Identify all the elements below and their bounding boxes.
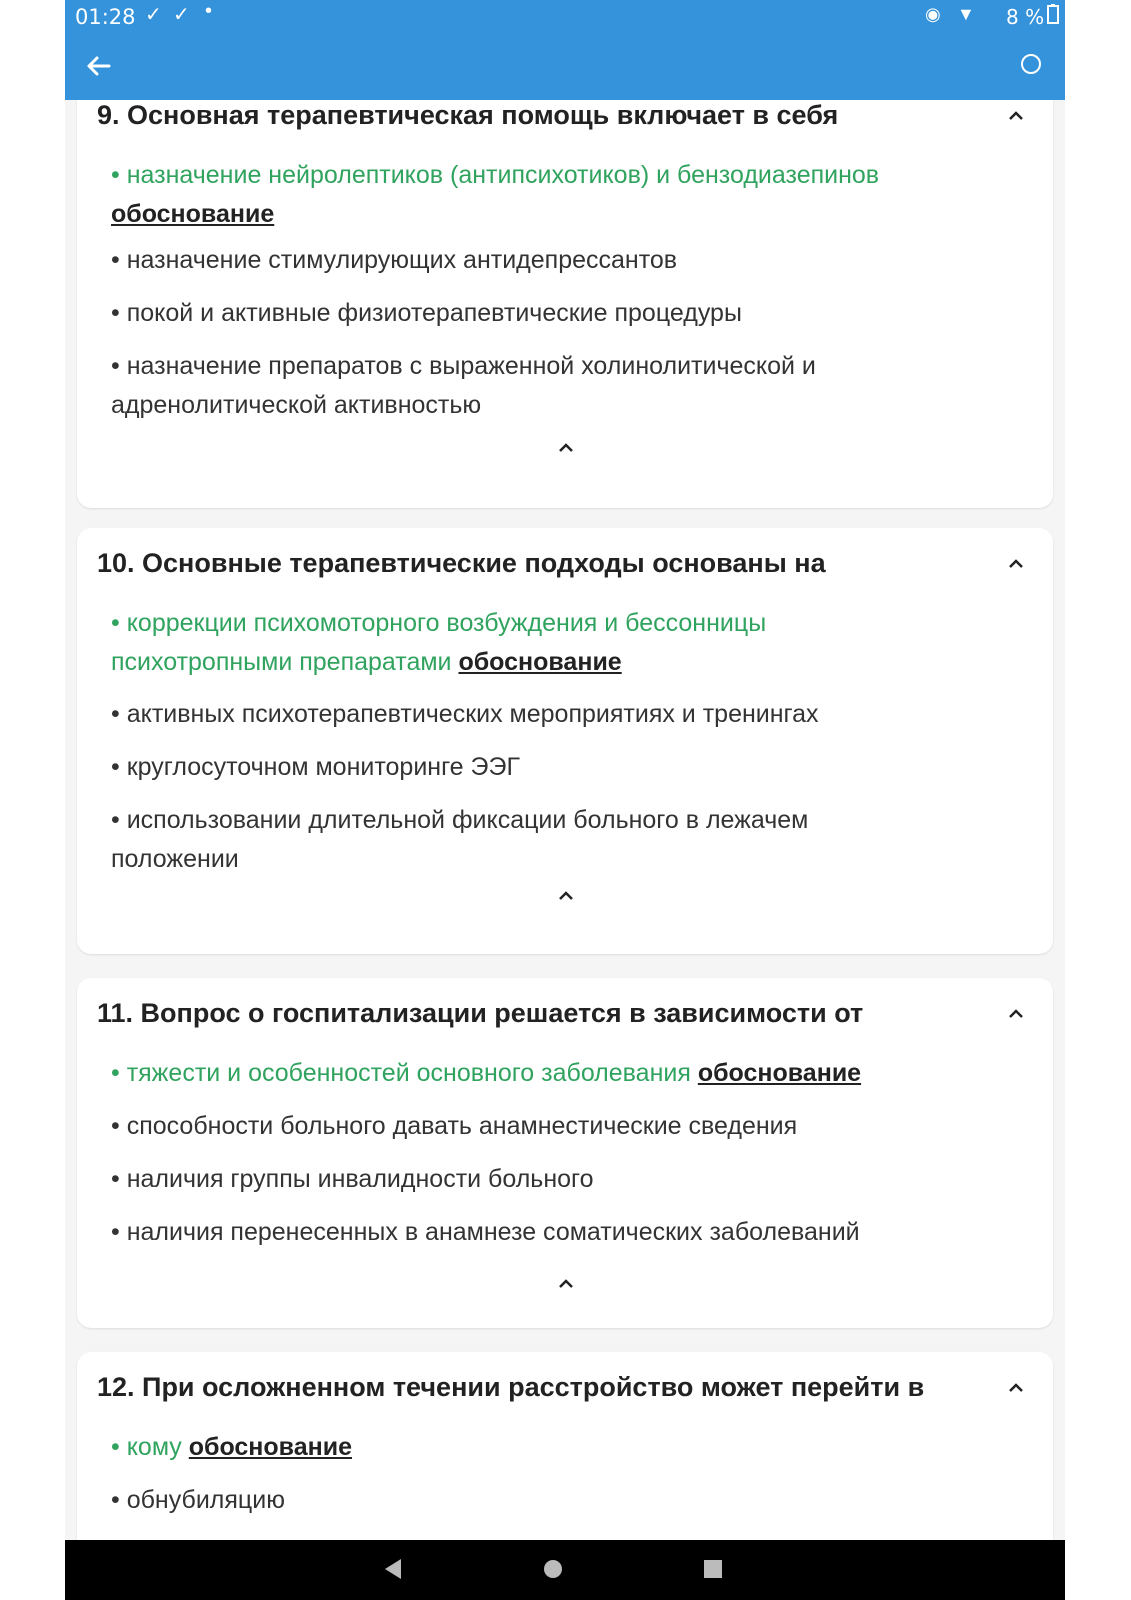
question-title: 12. При осложненном течении расстройство может перейти в <box>97 1372 925 1402</box>
back-button[interactable] <box>79 46 119 86</box>
answer-option[interactable]: • активных психотерапевтических мероприятиях и тренингах <box>111 700 819 728</box>
question-title: 11. Вопрос о госпитализации решается в зависимости от <box>97 998 864 1028</box>
collapse-chevron-icon[interactable] <box>557 1278 575 1290</box>
answer-option[interactable]: • наличия группы инвалидности больного <box>111 1165 594 1193</box>
answer-option[interactable]: • назначение препаратов с выраженной холинолитической и адренолитической активностью <box>111 352 816 419</box>
answer-option-correct[interactable]: • тяжести и особенностей основного заболевания обоснование <box>111 1059 862 1087</box>
collapse-chevron-icon[interactable] <box>1007 1382 1025 1394</box>
device-screen <box>65 0 1065 1600</box>
justification-link[interactable]: обоснование <box>188 1433 352 1461</box>
answer-option[interactable]: • покой и активные физиотерапевтические процедуры <box>111 299 742 327</box>
navigation-bar <box>65 1540 1065 1600</box>
question-card-12 <box>77 1352 1053 1540</box>
notification-dot-icon: • <box>205 0 213 22</box>
collapse-chevron-icon[interactable] <box>557 890 575 902</box>
app-bar <box>65 32 1065 100</box>
answer-option-correct[interactable]: • коррекции психомоторного возбуждения и бессонницы психотропными препаратами обоснование <box>111 609 767 676</box>
recents-square-icon[interactable] <box>703 1559 723 1579</box>
collapse-chevron-icon[interactable] <box>1007 110 1025 122</box>
answer-option[interactable]: • обнубиляцию <box>111 1486 285 1514</box>
answer-option[interactable]: • использовании длительной фиксации больного в лежачем положении <box>111 806 809 873</box>
status-bar <box>65 0 1065 32</box>
battery-percent: 8 % <box>1006 5 1045 29</box>
back-triangle-icon[interactable] <box>383 1558 403 1580</box>
answer-option-correct[interactable]: • кому обоснование <box>111 1433 352 1461</box>
download-done-icon-2: ✓ <box>173 4 190 26</box>
answer-option[interactable]: • назначение стимулирующих антидепрессантов <box>111 246 678 274</box>
arrow-back-icon <box>79 46 119 86</box>
download-done-icon: ✓ <box>145 4 162 26</box>
rotation-lock-icon: ◉ <box>925 4 941 24</box>
question-card-10 <box>77 528 1053 954</box>
wifi-icon: ▼ <box>957 4 975 24</box>
collapse-chevron-icon[interactable] <box>557 442 575 454</box>
question-title: 10. Основные терапевтические подходы основаны на <box>97 548 826 578</box>
justification-link[interactable]: обоснование <box>111 200 275 228</box>
answer-option[interactable]: • способности больного давать анамнестические сведения <box>111 1112 798 1140</box>
question-card-11 <box>77 978 1053 1328</box>
justification-link[interactable]: обоснование <box>458 648 622 676</box>
home-circle-icon[interactable] <box>543 1559 563 1579</box>
circle-button[interactable] <box>1021 54 1041 74</box>
collapse-chevron-icon[interactable] <box>1007 558 1025 570</box>
questions-list <box>65 100 1065 1540</box>
collapse-chevron-icon[interactable] <box>1007 1008 1025 1020</box>
question-card-9 <box>77 100 1053 508</box>
question-title: 9. Основная терапевтическая помощь включает в себя <box>97 100 839 130</box>
justification-link[interactable]: обоснование <box>697 1059 862 1087</box>
status-time: 01:28 <box>75 5 136 29</box>
answer-option-correct[interactable]: • назначение нейролептиков (антипсихотиков) и бензодиазепинов обоснование <box>111 161 880 228</box>
answer-option[interactable]: • круглосуточном мониторинге ЭЭГ <box>111 753 520 781</box>
answer-option[interactable]: • наличия перенесенных в анамнезе соматических заболеваний <box>111 1218 860 1246</box>
battery-icon <box>1047 4 1059 30</box>
